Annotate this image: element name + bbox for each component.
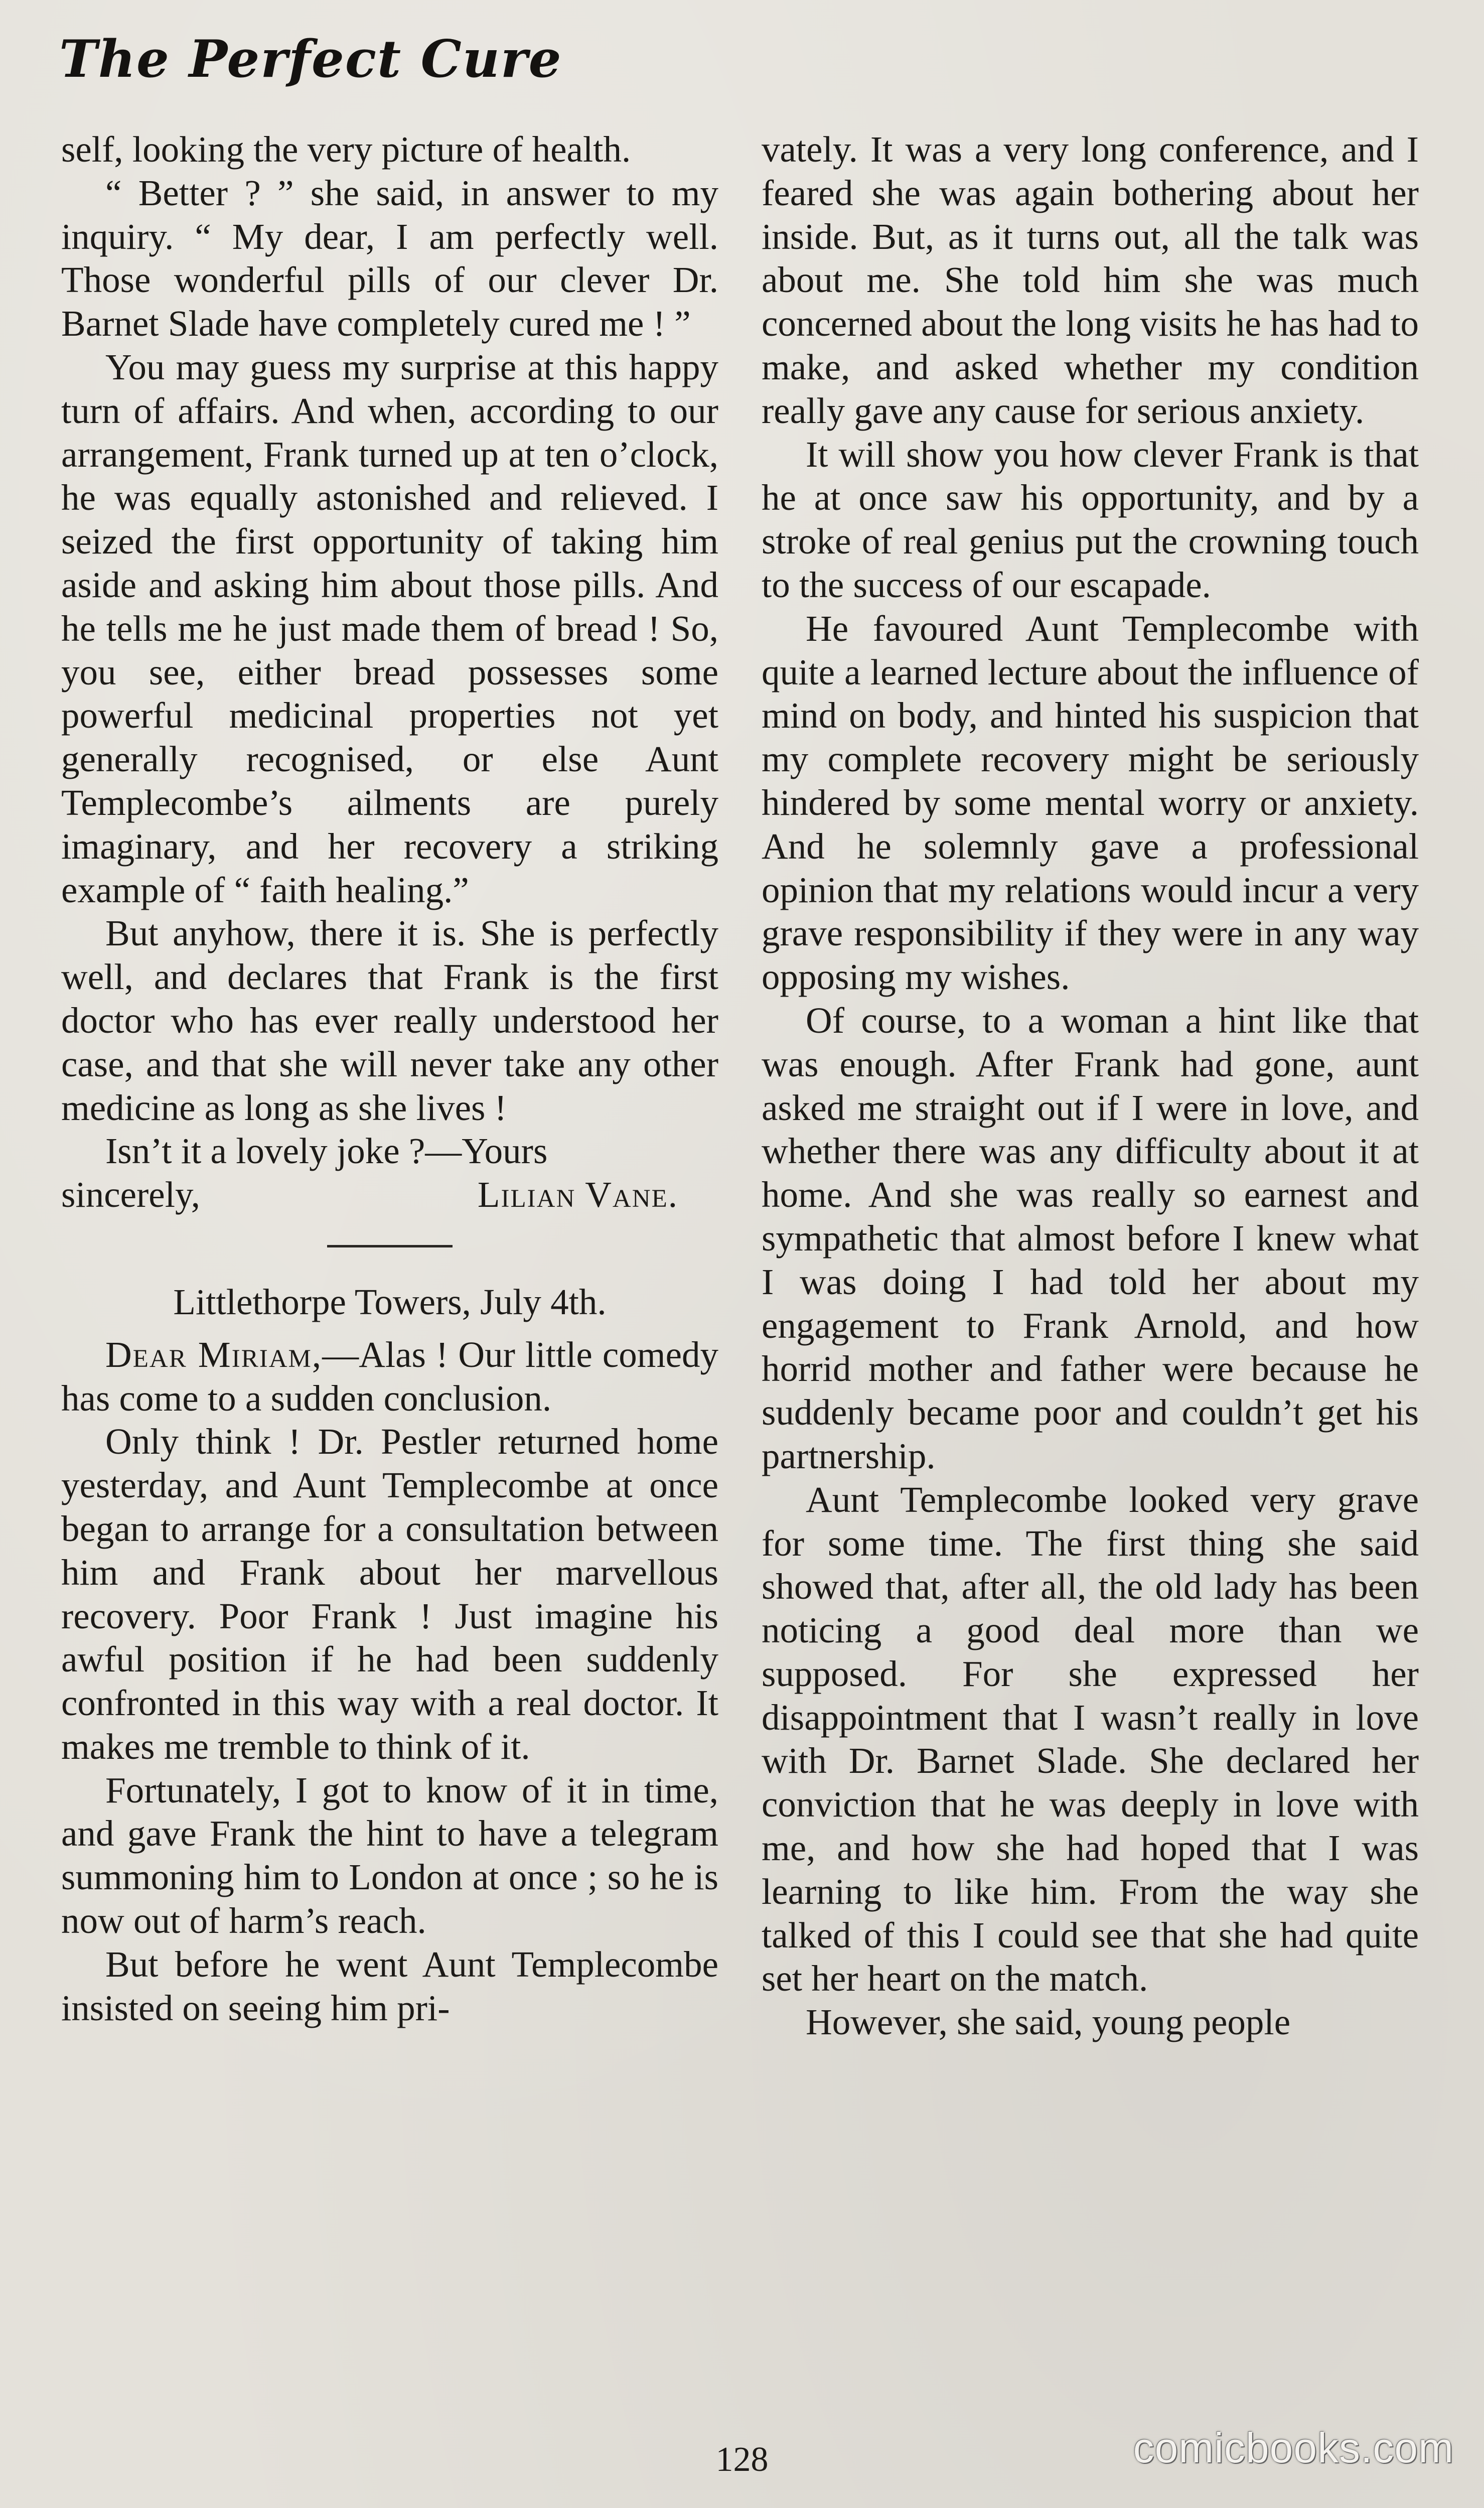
watermark: comicbooks.com: [1133, 2424, 1454, 2471]
paragraph: But before he went Aunt Templecombe insisted on seeing him pri-: [61, 1943, 718, 2028]
paragraph: Aunt Templecombe looked very grave for some time. The first thing she said showed that, after all, the old lady has been noticing a good deal more than we supposed. For she expressed her disappointment that I wasn’t really in love with Dr. Barnet Slade. She declared her conviction that he was deeply in love with me, and how she had hoped that I was learning to like him. From the way she talked of this I could see that she had quite set her heart on the match.: [762, 1479, 1419, 1999]
paragraph: But anyhow, there it is. She is perfectly well, and declares that Frank is the first doctor who has ever really understood her case, and that she will never take any other medicine as long as she lives !: [61, 913, 718, 1128]
paragraph: vately. It was a very long conference, and I feared she was again bothering about her inside. But, as it turns out, all the talk was about me. She told him she was much concerned about the long visits he has had to make, and asked whether my condition really gave any cause for serious anxiety.: [762, 129, 1419, 431]
section-divider: [327, 1245, 453, 1247]
salutation: Dear Miriam,: [105, 1334, 323, 1375]
paragraph: Isn’t it a lovely joke ?—Yours: [105, 1131, 548, 1172]
paragraph: self, looking the very picture of health.: [61, 129, 631, 170]
paragraph: He favoured Aunt Templecombe with quite a learned lecture about the influence of mind on body, and hinted his suspicion that my complete recovery might be seriously hindered by some mental worry or anxiety. And he solemnly gave a professional opinion that my relations would incur a very grave responsibility if they were in any way opposing my wishes.: [762, 608, 1419, 998]
page-number: 128: [715, 2440, 769, 2479]
right-column: [762, 128, 1419, 2416]
dateline: Littlethorpe Towers, July 4th.: [173, 1281, 607, 1322]
paragraph: However, she said, young people: [806, 2002, 1291, 2043]
paragraph: You may guess my surprise at this happy turn of affairs. And when, according to our arrangement, Frank turned up at ten o’clock, he was equally astonished and relieved. I seized the first opportunity of taking him aside and asking him about those pills. And he tells me he just made them of bread ! So, you see, either bread possesses some powerful medicinal properties not yet generally recognised, or else Aunt Templecombe’s ailments are purely imaginary, and her recovery a striking example of “ faith healing.”: [61, 346, 718, 910]
running-head: The Perfect Cure: [59, 29, 562, 89]
paragraph: Only think ! Dr. Pestler returned home yesterday, and Aunt Templecombe at once began to arrange for a consultation between him and Frank about her marvellous recovery. Poor Frank ! Just imagine his awful position if he had been suddenly confronted in this way with a real doctor. It makes me tremble to think of it.: [61, 1421, 718, 1767]
paragraph: [61, 1333, 718, 1421]
signature: Lilian Vane.: [477, 1174, 678, 1215]
paragraph: Of course, to a woman a hint like that was enough. After Frank had gone, aunt asked me straight out if I were in love, and whether there was any difficulty about it at home. And she was really so earnest and sympathetic that almost before I knew what I was doing I had told her about my engagement to Frank Arnold, and how horrid mother and father were because he suddenly became poor and couldn’t get his partnership.: [762, 1000, 1419, 1476]
left-column: [61, 128, 718, 2416]
paragraph-text: —Alas ! Our little comedy has come to a sudden conclusion.: [61, 1334, 718, 1419]
paragraph: Fortunately, I got to know of it in time, and gave Frank the hint to have a telegram summoning him to London at once ; so he is now out of harm’s reach.: [61, 1769, 718, 1941]
signature-line: [61, 1173, 718, 1217]
paragraph: It will show you how clever Frank is that he at once saw his opportunity, and by a stroke of real genius put the crowning touch to the success of our escapade.: [762, 434, 1419, 605]
signoff: sincerely,: [61, 1174, 200, 1215]
paragraph: “ Better ? ” she said, in answer to my inquiry. “ My dear, I am perfectly well. Those wonderful pills of our clever Dr. Barnet Slade have completely cured me ! ”: [61, 172, 718, 344]
